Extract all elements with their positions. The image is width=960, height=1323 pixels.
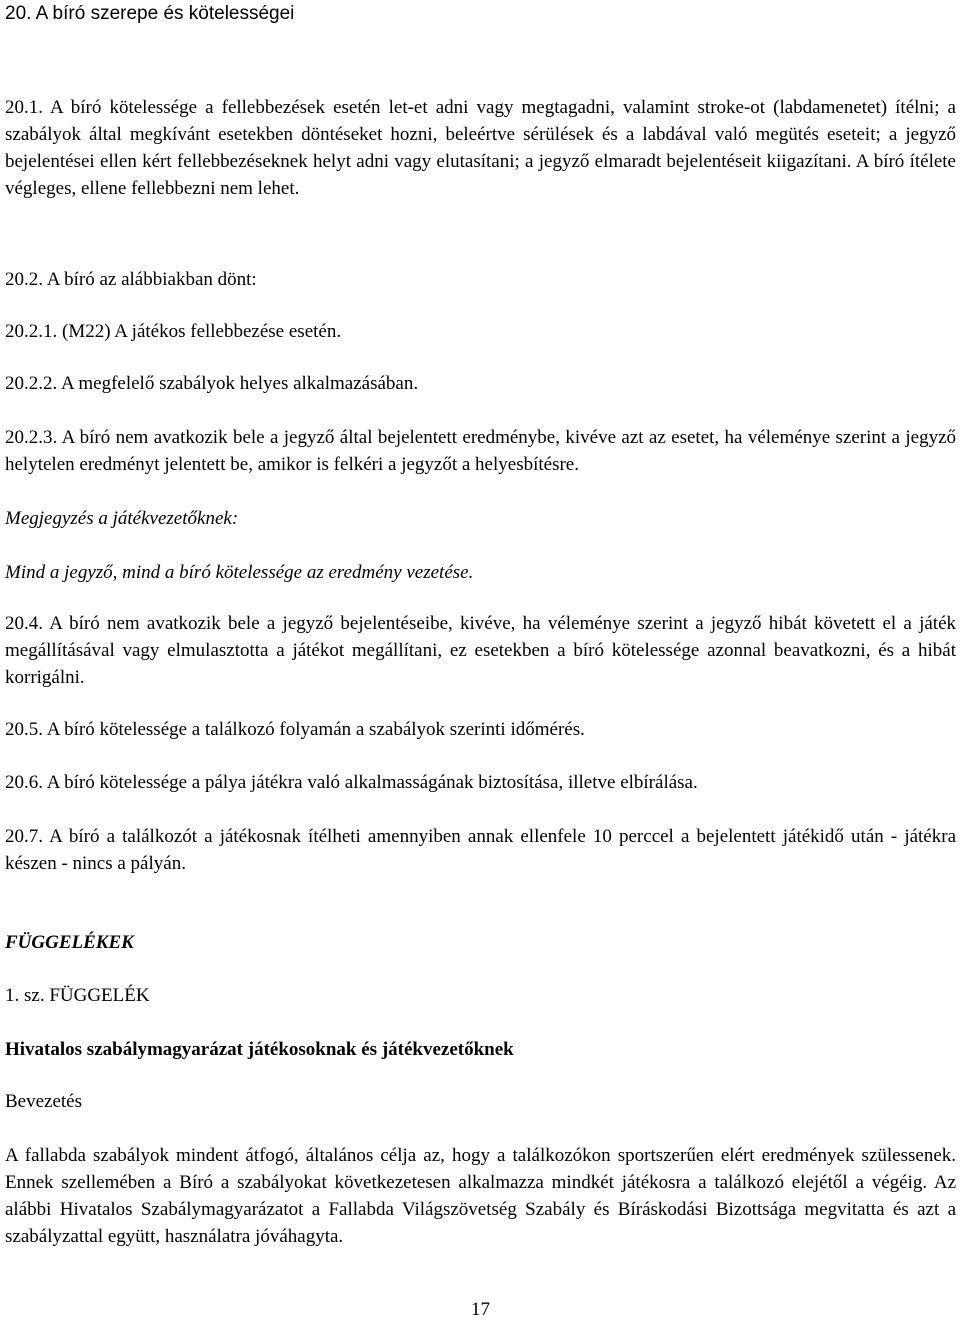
paragraph-20-2-1: 20.2.1. (M22) A játékos fellebbezése esetén. <box>5 321 342 342</box>
paragraph-20-7: 20.7. A bíró a találkozót a játékosnak ítélheti amennyiben annak ellenfele 10 perccel a bejelentett játékidő után - játékra készen - nincs a pályán. <box>5 826 956 874</box>
paragraph-20-4: 20.4. A bíró nem avatkozik bele a jegyző bejelentéseibe, kivéve, ha véleménye szerint a jegyző hibát követett el a játék megállításával vagy elmulasztotta a játékot megállítani, ez esetekben a bíró kötelessége azonnal beavatkozni, és a hibát korrigálni. <box>5 613 956 688</box>
paragraph-20-2-3: 20.2.3. A bíró nem avatkozik bele a jegyző által bejelentett eredménybe, kivéve azt az esetet, ha véleménye szerint a jegyző helytelen eredményt jelentett be, amikor is felkéri a jegyzőt a helyesbítésre. <box>5 427 956 475</box>
paragraph-20-6: 20.6. A bíró kötelessége a pálya játékra való alkalmasságának biztosítása, illetve elbírálása. <box>5 772 698 793</box>
paragraph-20-5: 20.5. A bíró kötelessége a találkozó folyamán a szabályok szerinti időmérés. <box>5 719 585 740</box>
appendix-1-title: Hivatalos szabálymagyarázat játékosoknak és játékvezetőknek <box>5 1039 514 1060</box>
note-title: Megjegyzés a játékvezetőknek: <box>5 508 239 529</box>
paragraph-20-1: 20.1. A bíró kötelessége a fellebbezések esetén let-et adni vagy megtagadni, valamint stroke-ot (labdamenetet) ítélni; a szabályok által megkívánt esetekben döntéseket hozni, beleértve sérülések és a labdával való megütés eseteit; a jegyző bejelentései ellen kért fellebbezéseknek helyt adni vagy elutasítani; a jegyző elmaradt bejelentéseit kiigazítani. A bíró ítélete végleges, ellene fellebbezni nem lehet. <box>5 97 956 199</box>
section-title: 20. A bíró szerepe és kötelességei <box>5 3 295 24</box>
appendices-heading: FÜGGELÉKEK <box>5 932 134 953</box>
appendix-1-label: 1. sz. FÜGGELÉK <box>5 985 150 1006</box>
page-number: 17 <box>471 1299 490 1320</box>
paragraph-20-2: 20.2. A bíró az alábbiakban dönt: <box>5 269 257 290</box>
note-text: Mind a jegyző, mind a bíró kötelessége az eredmény vezetése. <box>5 562 474 583</box>
intro-heading: Bevezetés <box>5 1091 83 1112</box>
paragraph-20-2-2: 20.2.2. A megfelelő szabályok helyes alkalmazásában. <box>5 373 419 394</box>
intro-text: A fallabda szabályok mindent átfogó, általános célja az, hogy a találkozókon sportszerűen elért eredmények szülessenek. Ennek szellemében a Bíró a szabályokat következetesen alkalmazza mindkét játékosra a találkozó elejétől a végéig. Az alábbi Hivatalos Szabálymagyarázatot a Fallabda Világszövetség Szabály és Bíráskodási Bizottsága megvitatta és azt a szabályzattal együtt, használatra jóváhagyta. <box>5 1145 956 1247</box>
